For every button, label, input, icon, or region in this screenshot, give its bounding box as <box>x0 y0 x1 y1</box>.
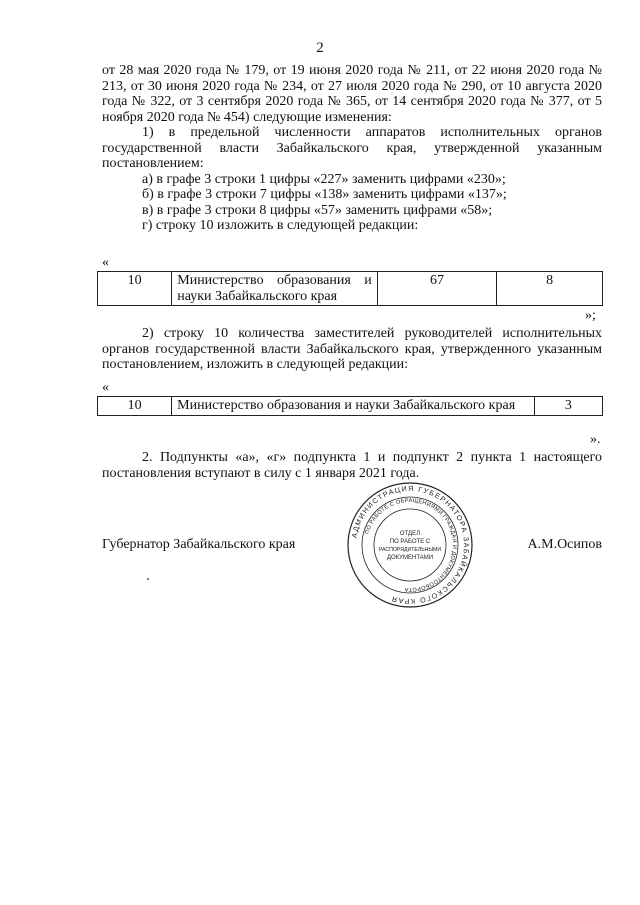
quote-close-1: »; <box>585 308 596 323</box>
stamp-center-line-3: РАСПОРЯДИТЕЛЬНЫМИ <box>378 547 442 553</box>
table-row <box>98 272 603 306</box>
subitem-c: в) в графе 3 строки 8 цифры «57» заменить цифрами «58»; <box>142 202 493 218</box>
cell-column-3: 67 <box>377 272 497 306</box>
quote-open-1: « <box>102 255 109 270</box>
stamp-center-line-2: ПО РАБОТЕ С <box>389 539 431 545</box>
subitem-a: а) в графе 3 строки 1 цифры «227» заменить цифрами «230»; <box>142 171 506 187</box>
page-speck <box>147 578 149 580</box>
table-row-10-deputies <box>97 396 603 416</box>
table-row <box>98 397 603 416</box>
svg-text:ПО РАБОТЕ С ОБРАЩЕНИЯМИ ГРАЖДА <box>364 498 457 592</box>
stamp-center-line-4: ДОКУМЕНТАМИ <box>386 555 434 561</box>
item-2-paragraph: 2) строку 10 количества заместителей руководителей исполнительных органов государственной власти Забайкальского края, утвержденного указанным постановлением, изложить в следующей редакции: <box>102 326 602 372</box>
item-2-block <box>102 326 602 373</box>
quote-open-2: « <box>102 380 109 395</box>
signature-position: Губернатор Забайкальского края <box>102 537 296 552</box>
cell-row-number: 10 <box>98 397 172 416</box>
table-row-10-staff <box>97 271 603 306</box>
quote-close-2: ». <box>590 432 601 447</box>
page-number: 2 <box>316 40 324 56</box>
item-1-paragraph: 1) в предельной численности аппаратов исполнительных органов государственной власти Забайкальского края, утвержденной указанным постановлением: <box>102 125 602 171</box>
official-stamp <box>345 480 475 610</box>
paragraph-2: 2. Подпункты «а», «г» подпункта 1 и подпункт 2 пункта 1 настоящего постановления вступают в силу с 1 января 2021 года. <box>102 450 602 481</box>
stamp-inner-text: ПО РАБОТЕ С ОБРАЩЕНИЯМИ ГРАЖДАН И ДОКУМЕНТООБОРОТА <box>364 497 458 593</box>
cell-row-number: 10 <box>98 272 172 306</box>
subitem-d: г) строку 10 изложить в следующей редакции: <box>142 218 419 233</box>
intro-paragraph: от 28 мая 2020 года № 179, от 19 июня 2020 года № 211, от 22 июня 2020 года № 213, от 30 июня 2020 года № 234, от 27 июля 2020 года № 290, от 10 августа 2020 года № 322, от 3 сентября 2020 года № 365, от 14 сентября 2020 года № 377, от 5 ноября 2020 года № 454) следующие изменения: <box>102 63 602 125</box>
cell-column-3: 3 <box>534 397 602 416</box>
stamp-center-line-1: ОТДЕЛ <box>399 531 421 537</box>
paragraph-2-block <box>102 450 602 481</box>
subitem-b: б) в графе 3 строки 7 цифры «138» заменить цифрами «137»; <box>142 187 507 202</box>
cell-ministry-name: Министерство образования и науки Забайкальского края <box>172 272 377 306</box>
stamp-outer-text: АДМИНИСТРАЦИЯ ГУБЕРНАТОРА ЗАБАЙКАЛЬСКОГО КРАЯ <box>349 483 472 607</box>
cell-ministry-name: Министерство образования и науки Забайкальского края <box>172 397 535 416</box>
intro-paragraph-block <box>102 63 602 234</box>
signature-name: А.М.Осипов <box>527 537 602 552</box>
cell-column-4: 8 <box>497 272 603 306</box>
